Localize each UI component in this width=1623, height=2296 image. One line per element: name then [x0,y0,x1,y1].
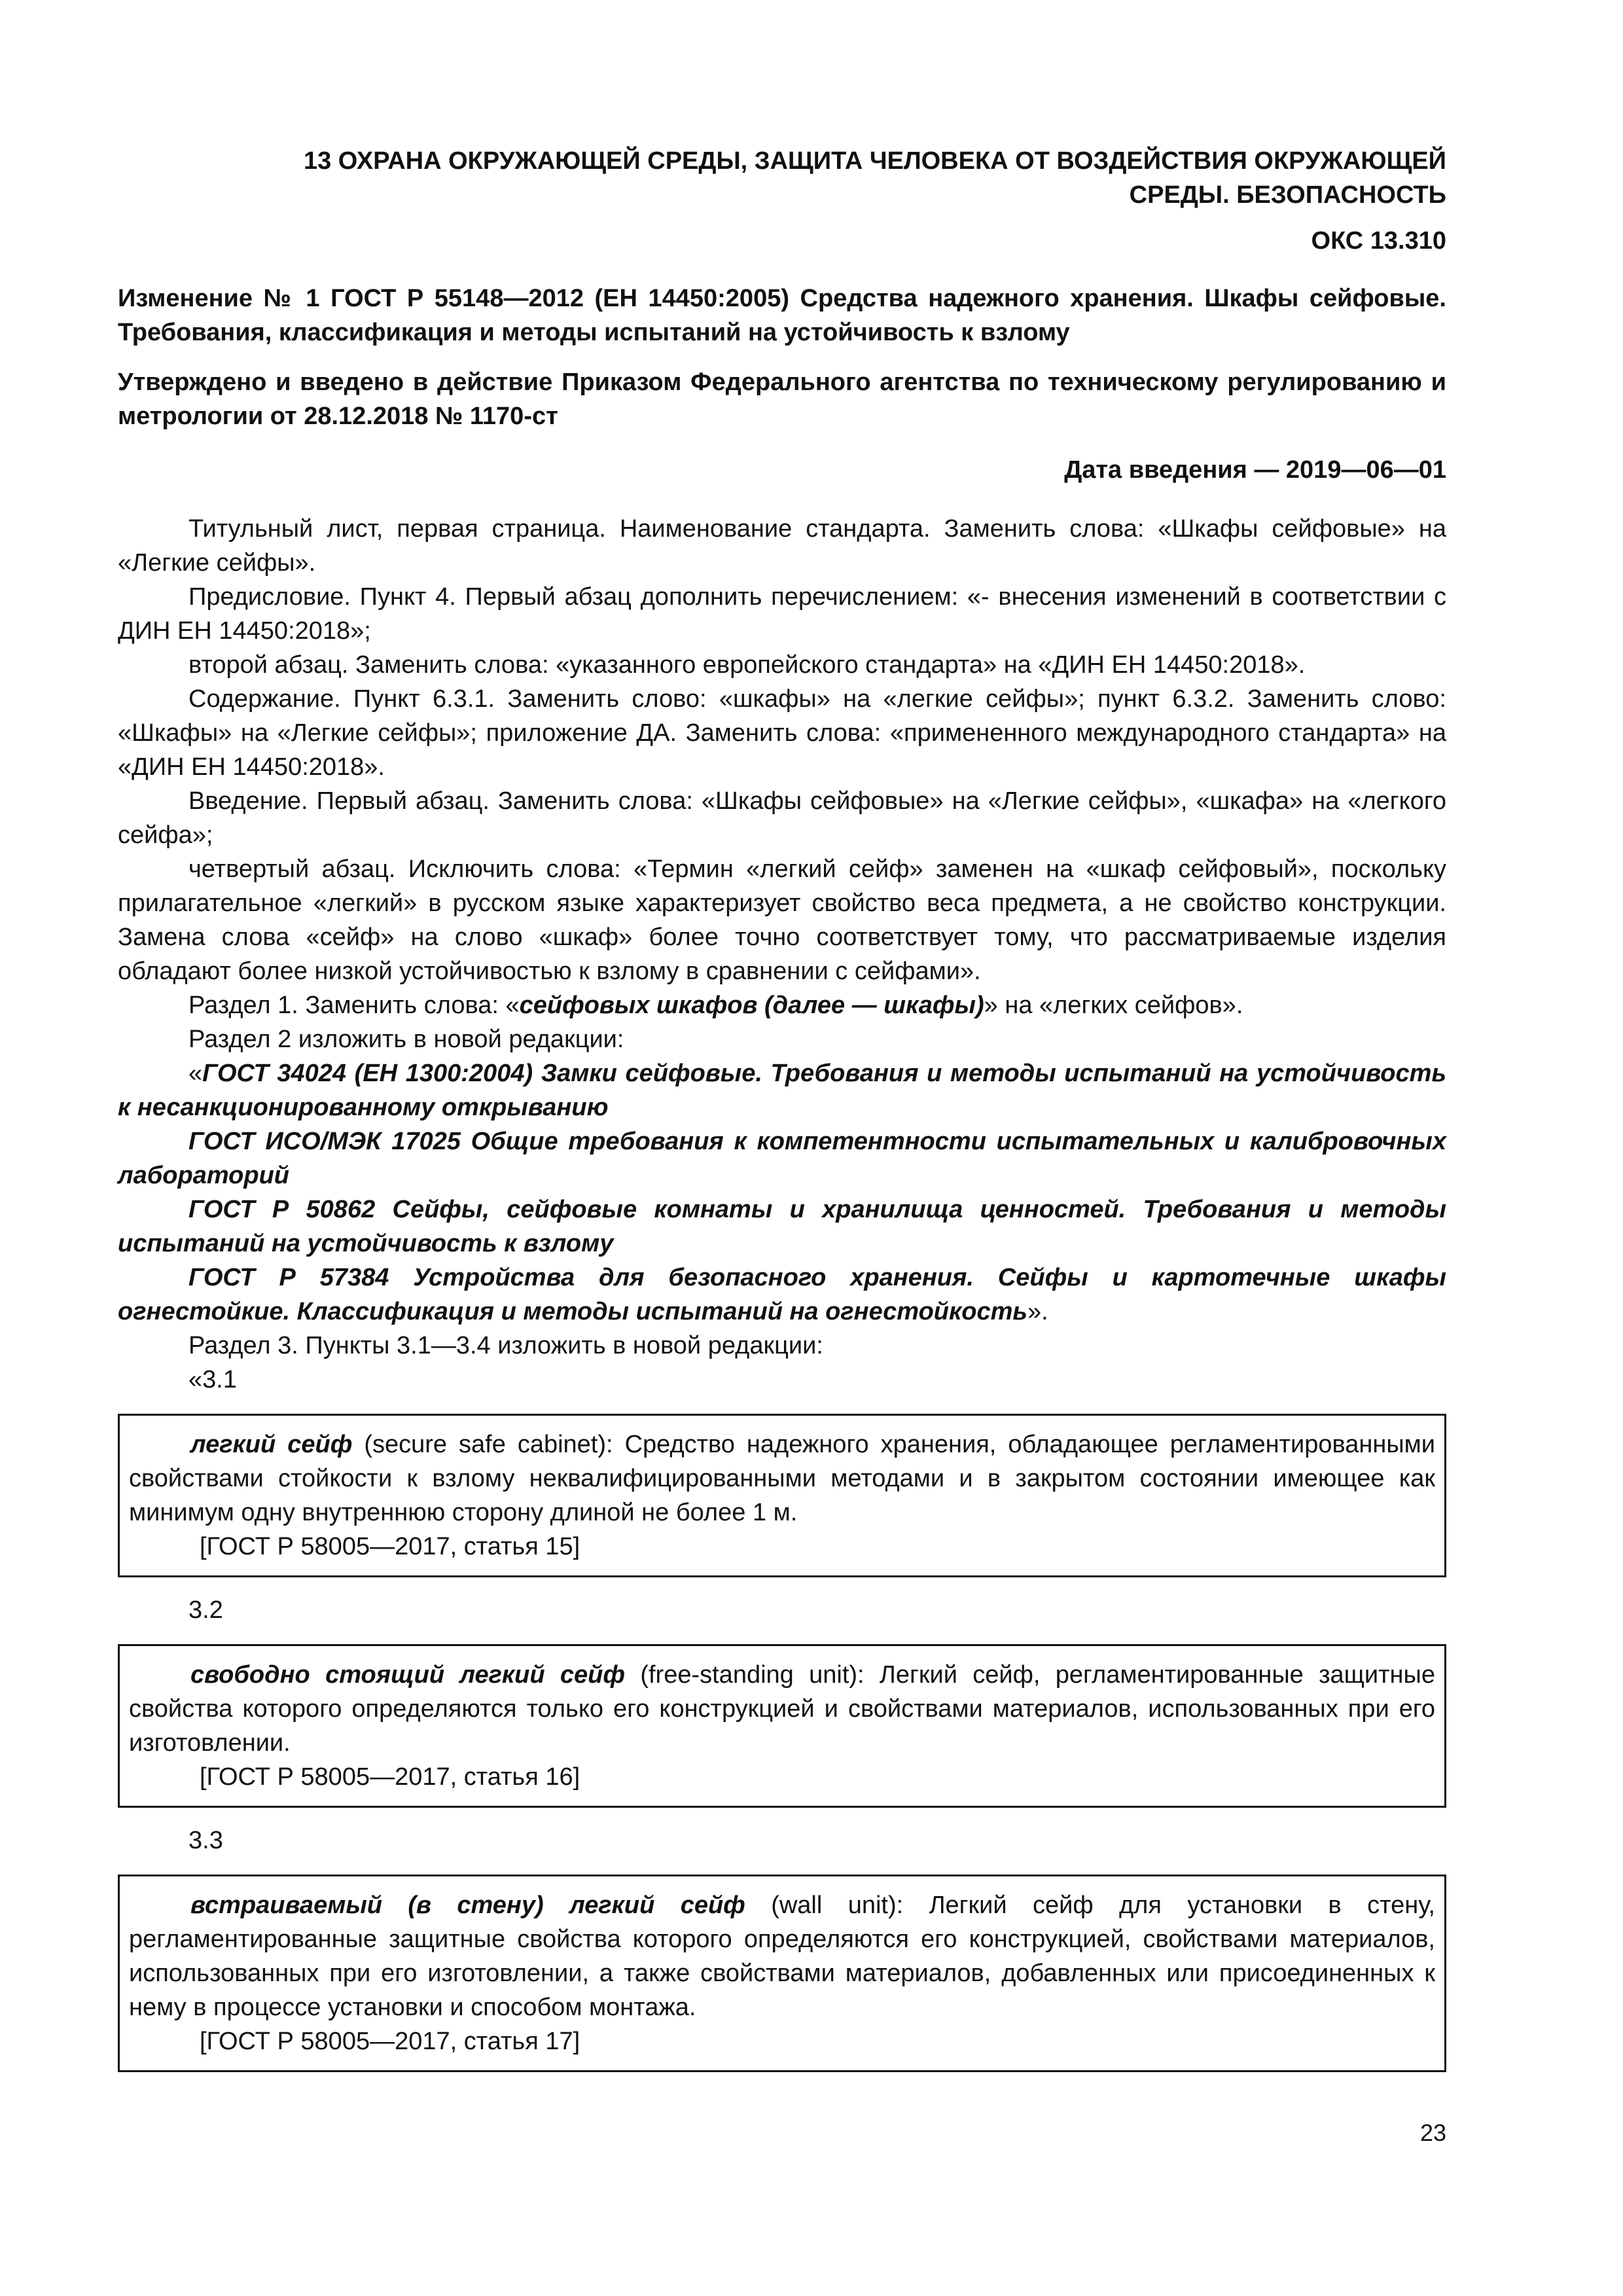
text-run: ». [1027,1298,1048,1325]
paragraph: ГОСТ ИСО/МЭК 17025 Общие требования к компетентности испытательных и калибровочных лабораторий [118,1128,1446,1189]
term-definition [129,1888,1435,2024]
text-run: Раздел 1. Заменить слова: « [188,992,520,1019]
term-source: [ГОСТ Р 58005—2017, статья 16] [200,1763,580,1791]
paragraph [118,1056,1446,1124]
section-heading-line2: СРЕДЫ. БЕЗОПАСНОСТЬ [1129,181,1446,209]
text-run: » на «легких сейфов». [984,992,1243,1019]
document-page [118,144,1446,2088]
term-source: [ГОСТ Р 58005—2017, статья 15] [200,1533,580,1560]
paragraph: четвертый абзац. Исключить слова: «Термин «легкий сейф» заменен на «шкаф сейфовый», поскольку прилагательное «легкий» в русском языке характеризует свойство веса предмета, а не свойство конструкции. Замена слова «сейф» на слово «шкаф» более точно соответствует тому, что рассматриваемые изделия обладают более низкой устойчивостью к взлому в сравнении с сейфами». [118,855,1446,985]
section-heading-line1: 13 ОХРАНА ОКРУЖАЮЩЕЙ СРЕДЫ, ЗАЩИТА ЧЕЛОВЕКА ОТ ВОЗДЕЙСТВИЯ ОКРУЖАЮЩЕЙ [303,147,1446,175]
term-definition [129,1658,1435,1760]
paragraph [118,988,1446,1022]
clause-number: «3.1 [188,1366,237,1393]
effective-date: Дата введения — 2019—06—01 [1064,456,1446,484]
term-box [118,1874,1446,2072]
term: легкий сейф [190,1431,353,1458]
paragraph: Раздел 2 изложить в новой редакции: [188,1026,624,1053]
term-source: [ГОСТ Р 58005—2017, статья 17] [200,2028,580,2055]
approval-note: Утверждено и введено в действие Приказом Федерального агентства по техническому регулированию и метрологии от 28.12.2018 № 1170-ст [118,368,1446,430]
emphasis: сейфовых шкафов (далее — шкафы) [519,992,984,1019]
term-box [118,1644,1446,1808]
emphasis: ГОСТ Р 57384 Устройства для безопасного хранения. Сейфы и картотечные шкафы огнестойкие. Классификация и методы испытаний на огнестойкость [118,1264,1446,1325]
definition: (free-standing unit): Легкий сейф, регламентированные защитные свойства которого определяются только его конструкцией и свойствами материалов, использованных при его изготовлении. [129,1661,1435,1757]
paragraph: Титульный лист, первая страница. Наименование стандарта. Заменить слова: «Шкафы сейфовые» на «Легкие сейфы». [118,515,1446,577]
change-title: Изменение № 1 ГОСТ Р 55148—2012 (ЕН 14450:2005) Средства надежного хранения. Шкафы сейфовые. Требования, классификация и методы испытаний на устойчивость к взлому [118,285,1446,346]
text-run: « [188,1060,203,1087]
paragraph: Предисловие. Пункт 4. Первый абзац дополнить перечислением: «- внесения изменений в соответствии с ДИН ЕН 14450:2018»; [118,583,1446,645]
definition: (wall unit): Легкий сейф для установки в стену, регламентированные защитные свойства которого определяются его конструкцией, свойствами материалов, использованных при его изготовлении, а также свойствами материалов, добавленных или присоединенных к нему в процессе установки и способом монтажа. [129,1892,1435,2021]
emphasis: ГОСТ 34024 (ЕН 1300:2004) Замки сейфовые. Требования и методы испытаний на устойчивость к несанкционированному открыванию [118,1060,1446,1121]
term-definition [129,1427,1435,1530]
term-box [118,1414,1446,1577]
page-number: 23 [1419,2119,1446,2146]
paragraph: второй абзац. Заменить слова: «указанного европейского стандарта» на «ДИН ЕН 14450:2018». [188,651,1306,679]
paragraph: Введение. Первый абзац. Заменить слова: «Шкафы сейфовые» на «Легкие сейфы», «шкафа» на «легкого сейфа»; [118,787,1446,849]
clause-number: 3.3 [188,1827,223,1854]
oks-code: ОКС 13.310 [1311,227,1446,255]
clause-number: 3.2 [188,1596,223,1624]
paragraph [118,1261,1446,1329]
paragraph: ГОСТ Р 50862 Сейфы, сейфовые комнаты и хранилища ценностей. Требования и методы испытаний на устойчивость к взлому [118,1196,1446,1257]
paragraph: Содержание. Пункт 6.3.1. Заменить слово: «шкафы» на «легкие сейфы»; пункт 6.3.2. Заменить слово: «Шкафы» на «Легкие сейфы»; приложение ДА. Заменить слова: «примененного международного стандарта» на «ДИН ЕН 14450:2018». [118,685,1446,781]
term: встраиваемый (в стену) легкий сейф [190,1892,745,1919]
paragraph: Раздел 3. Пункты 3.1—3.4 изложить в новой редакции: [188,1332,823,1359]
body-text [118,512,1446,2072]
term: свободно стоящий легкий сейф [190,1661,626,1689]
section-heading [118,144,1446,212]
definition: (secure safe cabinet): Средство надежного хранения, обладающее регламентированными свойствами стойкости к взлому неквалифицированными методами и в закрытом состоянии имеющее как минимум одну внутреннюю сторону длиной не более 1 м. [129,1431,1435,1526]
